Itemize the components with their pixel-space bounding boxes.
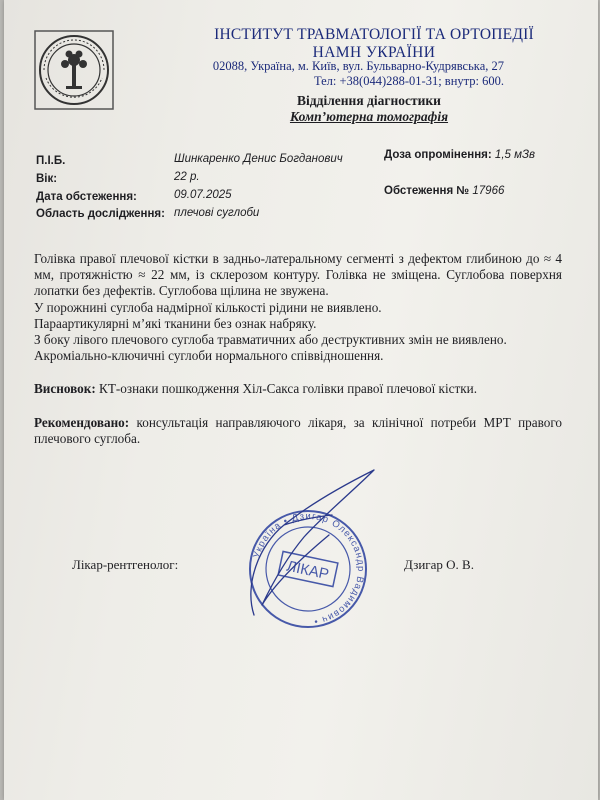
conclusion-label: Висновок: [34,381,96,397]
institute-phone: Тел: +38(044)288-01-31; внутр: 600. [313,74,504,88]
finding-paragraph: Параартикулярні м’які тканини без ознак набряку. [34,315,317,331]
conclusion-text: КТ-ознаки пошкодження Хіл-Сакса голівки правої плечової кістки. [99,381,477,397]
age-value: 22 р. [174,171,200,183]
conclusion [34,381,562,397]
document-page [4,0,598,800]
recommendation-label: Рекомендовано: [34,414,130,430]
dose-value: 1,5 мЗв [494,149,536,161]
signer-name: Дзигар О. В. [404,557,474,572]
dose-field [384,149,535,161]
dose-label: Доза опромінення: [384,149,492,161]
institute-address: 02088, Україна, м. Київ, вул. Бульварно-Кудрявська, 27 [212,59,504,73]
finding-paragraph: У порожнині суглоба надмірної кількості рідини не виявлено. [34,299,382,315]
name-label: П.І.Б. [36,155,66,167]
exam-field [384,185,504,197]
finding-paragraph: З боку лівого плечового суглоба травматичних або деструктивних змін не виявлено. [34,332,507,348]
finding-paragraph: Акроміально-ключичні суглоби нормального співвідношення. [34,348,384,364]
academy-name: НАМН УКРАЇНИ [312,44,436,61]
recommendation-text: консультація направляючого лікаря, за клінічної потреби МРТ правого плечового суглоба. [34,414,563,446]
section-title: Комп’ютерна томографія [289,109,449,124]
date-label: Дата обстеження: [36,191,137,203]
age-label: Вік: [36,173,58,185]
exam-label: Обстеження № [384,185,470,197]
date-value: 09.07.2025 [174,189,232,201]
signer-role: Лікар-рентгенолог: [72,557,179,572]
area-value: плечові суглоби [174,207,260,219]
name-value: Шинкаренко Денис Богданович [174,153,343,165]
institute-name: ІНСТИТУТ ТРАВМАТОЛОГІЇ ТА ОРТОПЕДІЇ [214,26,534,43]
recommendation [34,415,562,447]
stamp-center-text: ЛІКАР [285,557,331,584]
area-label: Область дослідження: [36,208,165,220]
exam-value: 17966 [472,185,505,197]
finding-paragraph: Голівка правої плечової кістки в задньо-латеральному сегменті з дефектом глибиною до ≈ 4 мм, протяжністю ≈ 22 мм, із склерозом контуру. Голівка не зміщена. Суглобова поверхня лопатки без дефектів. Суглобова щілина не звужена. [34,251,562,299]
stamp-ring-text: Україна • Дзигар Олександр Вадимович • [251,510,367,627]
department-title: Відділення діагностики [297,93,441,108]
institute-logo [34,30,114,110]
findings-section [34,251,562,447]
handwritten-signature [214,465,384,625]
